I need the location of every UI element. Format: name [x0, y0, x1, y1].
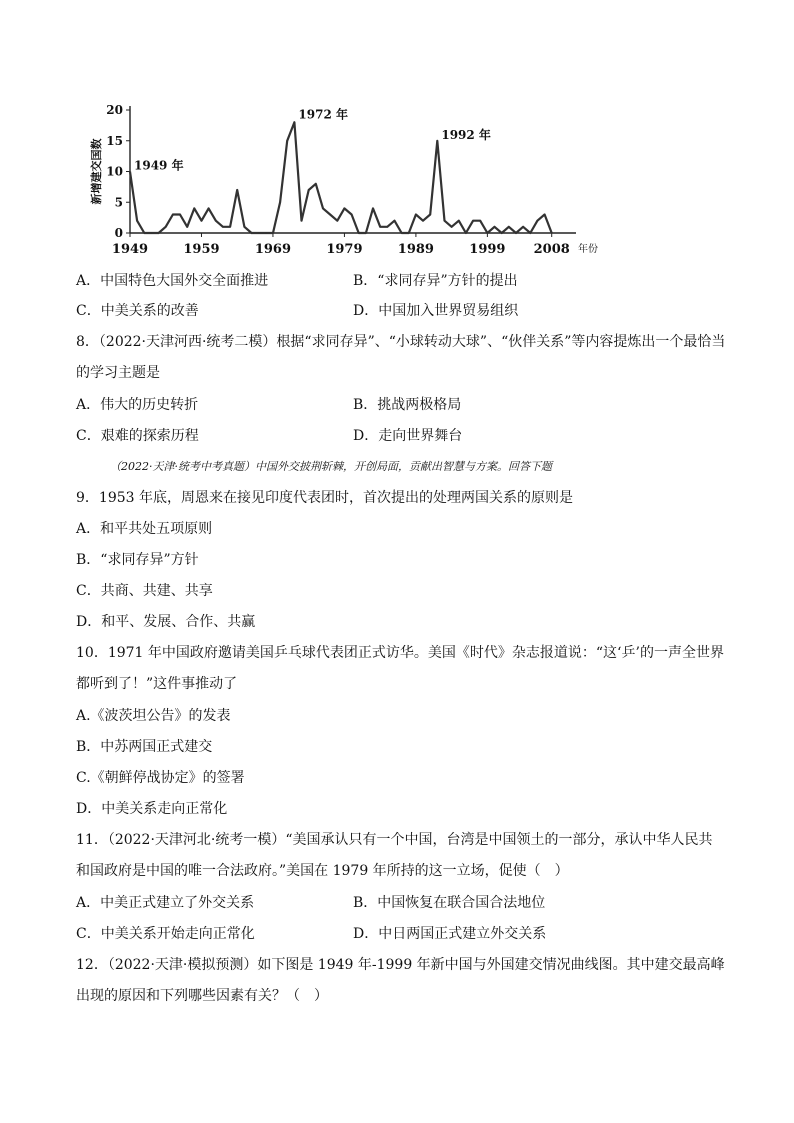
q9-stem: 9．1953 年底，周恩来在接见印度代表团时，首次提出的处理两国关系的原则是: [76, 490, 573, 506]
data-point: [365, 232, 366, 233]
data-point: [451, 226, 452, 227]
data-point: [258, 232, 259, 233]
q11-option-a[interactable]: A．中美正式建立了外交关系: [76, 895, 255, 911]
data-point: [237, 189, 238, 190]
q11-option-d[interactable]: D．中日两国正式建立外交关系: [353, 926, 547, 942]
data-point: [401, 232, 402, 233]
data-point: [251, 232, 252, 233]
q10-option-c[interactable]: C.《朝鲜停战协定》的签署: [76, 770, 245, 786]
data-point: [372, 208, 373, 209]
q8-option-d[interactable]: D．走向世界舞台: [353, 428, 463, 444]
data-point: [380, 226, 381, 227]
q8-stem: 8．（2022·天津河西·统考二模）根据“求同存异”、“小球转动大球”、“伙伴关系”等内容提炼出一个最恰当的学习主题是: [76, 334, 726, 381]
data-point: [272, 232, 273, 233]
data-point: [165, 226, 166, 227]
data-point: [408, 232, 409, 233]
data-point: [315, 183, 316, 184]
data-point: [229, 226, 230, 227]
x-tick-label: 2008: [533, 242, 570, 257]
q8-option-a[interactable]: A．伟大的历史转折: [76, 397, 199, 413]
q10-option-a[interactable]: A.《波茨坦公告》的发表: [76, 708, 231, 724]
data-point: [430, 214, 431, 215]
data-point: [158, 232, 159, 233]
data-point: [501, 232, 502, 233]
y-tick-label: 15: [106, 133, 123, 148]
data-point: [508, 226, 509, 227]
q9-option-d[interactable]: D．和平、发展、合作、共赢: [76, 614, 256, 630]
x-axis-suffix: 年份: [578, 244, 598, 255]
data-point: [265, 232, 266, 233]
data-point: [387, 226, 388, 227]
x-tick-label: 1999: [469, 242, 506, 257]
data-point: [337, 220, 338, 221]
data-point: [172, 214, 173, 215]
data-point: [222, 226, 223, 227]
q9-option-a[interactable]: A．和平共处五项原则: [76, 521, 213, 537]
chart-svg: [88, 100, 628, 265]
data-point: [179, 214, 180, 215]
q11-option-b[interactable]: B．中国恢复在联合国合法地位: [353, 895, 546, 911]
annotation-label: 1972 年: [298, 107, 348, 122]
y-tick-label: 20: [106, 103, 123, 117]
x-tick-label: 1949: [111, 242, 149, 257]
data-point: [415, 214, 416, 215]
reading-passage: （2022·天津·统考中考真题）中国外交披荆斩棘，开创局面，贡献出智慧与方案。回答下题: [110, 460, 552, 473]
q10-stem: 10．1971 年中国政府邀请美国乒乓球代表团正式访华。美国《时代》杂志报道说：“这‘乒’的一声全世界都听到了！”这件事推动了: [76, 645, 724, 692]
data-point: [487, 232, 488, 233]
y-tick-label: 10: [106, 164, 123, 179]
data-point: [279, 202, 280, 203]
data-point: [187, 226, 188, 227]
diplomatic-relations-chart: [88, 100, 628, 265]
data-point: [537, 220, 538, 221]
data-point: [494, 226, 495, 227]
data-point: [308, 189, 309, 190]
q9-option-b[interactable]: B．“求同存异”方针: [76, 552, 199, 568]
data-point: [437, 140, 438, 141]
data-point: [351, 214, 352, 215]
q7-option-c[interactable]: C．中美关系的改善: [76, 303, 199, 319]
data-point: [137, 220, 138, 221]
data-point: [472, 220, 473, 221]
data-point: [523, 226, 524, 227]
data-point: [515, 232, 516, 233]
data-point: [444, 220, 445, 221]
x-tick-label: 1989: [397, 242, 434, 257]
q8-option-c[interactable]: C．艰难的探索历程: [76, 428, 199, 444]
data-point: [422, 220, 423, 221]
q7-option-a[interactable]: A．中国特色大国外交全面推进: [76, 273, 269, 289]
data-point: [458, 220, 459, 221]
y-tick-label: 0: [114, 226, 123, 240]
q11-stem: 11．（2022·天津河北·统考一模）“美国承认只有一个中国，台湾是中国领土的一部分，承认中华人民共和国政府是中国的唯一合法政府。”美国在 1979 年所持的这一立场，促使（ ）: [76, 832, 713, 879]
data-point: [294, 122, 295, 123]
data-point: [358, 232, 359, 233]
q7-option-b[interactable]: B．“求同存异”方针的提出: [353, 273, 518, 289]
x-tick-label: 1969: [254, 242, 292, 257]
data-point: [330, 214, 331, 215]
data-point: [151, 232, 152, 233]
x-tick-label: 1959: [183, 242, 220, 257]
data-point: [544, 214, 545, 215]
q8-option-b[interactable]: B．挑战两极格局: [353, 397, 462, 413]
data-point: [194, 208, 195, 209]
y-axis-label: 新增建交国数: [90, 138, 103, 205]
data-point: [144, 232, 145, 233]
data-point: [530, 232, 531, 233]
data-point: [287, 140, 288, 141]
y-tick-label: 5: [114, 195, 123, 210]
q9-option-c[interactable]: C．共商、共建、共享: [76, 583, 213, 599]
q7-option-d[interactable]: D．中国加入世界贸易组织: [353, 303, 519, 319]
data-point: [322, 208, 323, 209]
x-tick-label: 1979: [326, 242, 363, 257]
q11-option-c[interactable]: C．中美关系开始走向正常化: [76, 926, 255, 942]
data-point: [551, 232, 552, 233]
q12-stem: 12．（2022·天津·模拟预测）如下图是 1949 年-1999 年新中国与外国建交情况曲线图。其中建交最高峰出现的原因和下列哪些因素有关？（ ）: [76, 957, 725, 1004]
q10-option-d[interactable]: D．中美关系走向正常化: [76, 801, 228, 817]
data-point: [244, 226, 245, 227]
q10-option-b[interactable]: B．中苏两国正式建交: [76, 739, 213, 755]
data-point: [344, 208, 345, 209]
annotation-label: 1992 年: [441, 127, 491, 142]
data-point: [394, 220, 395, 221]
data-point: [465, 232, 466, 233]
data-point: [208, 208, 209, 209]
annotation-label: 1949 年: [134, 158, 184, 173]
data-point: [129, 171, 130, 172]
data-point: [201, 220, 202, 221]
data-point: [480, 220, 481, 221]
data-point: [215, 220, 216, 221]
data-point: [301, 220, 302, 221]
